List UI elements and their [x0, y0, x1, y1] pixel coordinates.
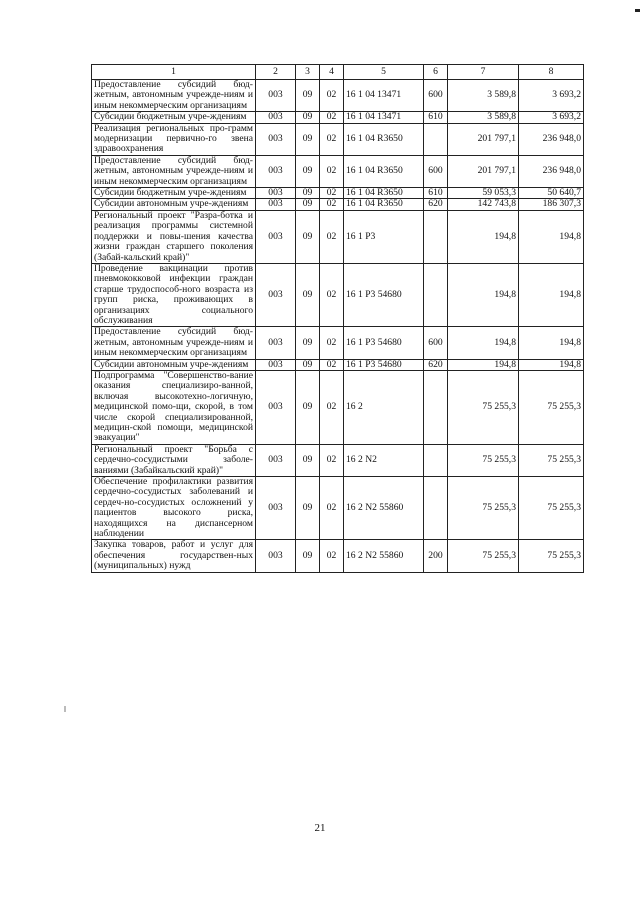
row-expense-type: 620 [424, 199, 448, 210]
row-amount-year-2: 75 255,3 [519, 370, 584, 444]
table-row [92, 188, 584, 199]
row-section-code: 09 [296, 540, 320, 572]
table-row [92, 210, 584, 263]
column-header-6: 6 [424, 65, 448, 80]
row-description: Подпрограмма "Совершенство-вание оказания специализиро-ванной, включая высокотехно-логичную, медицинской помо-щи, скорой, в том числе скорой специализированной, медицин-ской помощи, медицинской эвакуации" [92, 370, 256, 444]
row-target-article: 16 1 04 R3650 [344, 199, 424, 210]
row-section-code: 09 [296, 112, 320, 123]
row-amount-year-1: 75 255,3 [448, 370, 519, 444]
row-amount-year-1: 75 255,3 [448, 444, 519, 476]
scan-artifact [64, 706, 66, 712]
row-amount-year-1: 75 255,3 [448, 477, 519, 540]
row-amount-year-1: 201 797,1 [448, 123, 519, 155]
row-amount-year-2: 186 307,3 [519, 199, 584, 210]
row-description: Обеспечение профилактики развития сердечно-сосудистых заболеваний и сердеч-но-сосудистых осложнений у пациентов высокого риска, находящихся на диспансерном наблюдении [92, 477, 256, 540]
row-amount-year-2: 194,8 [519, 359, 584, 370]
row-subsection-code: 02 [320, 327, 344, 359]
table-row [92, 155, 584, 187]
row-expense-type [424, 210, 448, 263]
row-target-article: 16 2 [344, 370, 424, 444]
row-admin-code: 003 [256, 123, 296, 155]
row-subsection-code: 02 [320, 263, 344, 326]
column-header-2: 2 [256, 65, 296, 80]
row-amount-year-1: 194,8 [448, 327, 519, 359]
row-amount-year-2: 194,8 [519, 327, 584, 359]
table-row [92, 477, 584, 540]
row-section-code: 09 [296, 359, 320, 370]
row-amount-year-2: 75 255,3 [519, 540, 584, 572]
row-admin-code: 003 [256, 112, 296, 123]
row-amount-year-1: 194,8 [448, 210, 519, 263]
row-subsection-code: 02 [320, 370, 344, 444]
row-target-article: 16 2 N2 55860 [344, 477, 424, 540]
column-header-8: 8 [519, 65, 584, 80]
table-row [92, 263, 584, 326]
row-target-article: 16 1 04 R3650 [344, 188, 424, 199]
row-target-article: 16 1 P3 54680 [344, 327, 424, 359]
row-target-article: 16 2 N2 55860 [344, 540, 424, 572]
row-amount-year-1: 3 589,8 [448, 112, 519, 123]
row-description: Субсидии автономным учре-ждениям [92, 199, 256, 210]
row-description: Предоставление субсидий бюд-жетным, автономным учрежде-ниям и иным некоммерческим организациям [92, 327, 256, 359]
row-expense-type [424, 444, 448, 476]
row-subsection-code: 02 [320, 359, 344, 370]
row-section-code: 09 [296, 155, 320, 187]
row-description: Предоставление субсидий бюд-жетным, автономным учрежде-ниям и иным некоммерческим организациям [92, 80, 256, 112]
row-section-code: 09 [296, 188, 320, 199]
row-amount-year-2: 50 640,7 [519, 188, 584, 199]
row-amount-year-2: 236 948,0 [519, 155, 584, 187]
row-expense-type [424, 263, 448, 326]
row-subsection-code: 02 [320, 155, 344, 187]
row-description: Субсидии бюджетным учре-ждениям [92, 188, 256, 199]
row-subsection-code: 02 [320, 188, 344, 199]
row-expense-type: 600 [424, 155, 448, 187]
column-header-3: 3 [296, 65, 320, 80]
row-expense-type [424, 370, 448, 444]
row-amount-year-1: 142 743,8 [448, 199, 519, 210]
row-expense-type: 610 [424, 188, 448, 199]
row-expense-type: 600 [424, 327, 448, 359]
column-header-1: 1 [92, 65, 256, 80]
row-target-article: 16 1 P3 54680 [344, 263, 424, 326]
row-target-article: 16 1 04 13471 [344, 112, 424, 123]
row-subsection-code: 02 [320, 444, 344, 476]
row-description: Закупка товаров, работ и услуг для обеспечения государствен-ных (муниципальных) нужд [92, 540, 256, 572]
row-subsection-code: 02 [320, 123, 344, 155]
table-row [92, 112, 584, 123]
row-admin-code: 003 [256, 327, 296, 359]
column-header-7: 7 [448, 65, 519, 80]
row-target-article: 16 1 P3 54680 [344, 359, 424, 370]
row-expense-type: 200 [424, 540, 448, 572]
row-section-code: 09 [296, 123, 320, 155]
row-target-article: 16 1 04 R3650 [344, 155, 424, 187]
row-description: Предоставление субсидий бюд-жетным, автономным учрежде-ниям и иным некоммерческим организациям [92, 155, 256, 187]
budget-table [91, 64, 584, 573]
row-target-article: 16 2 N2 [344, 444, 424, 476]
row-amount-year-2: 194,8 [519, 210, 584, 263]
row-admin-code: 003 [256, 263, 296, 326]
table-row [92, 359, 584, 370]
row-amount-year-2: 3 693,2 [519, 112, 584, 123]
row-amount-year-2: 75 255,3 [519, 444, 584, 476]
row-subsection-code: 02 [320, 477, 344, 540]
row-amount-year-1: 3 589,8 [448, 80, 519, 112]
row-section-code: 09 [296, 444, 320, 476]
row-description: Региональный проект "Разра-ботка и реализация программы системной поддержки и повы-шения качества жизни граждан старшего поколения (Забай-кальский край)" [92, 210, 256, 263]
row-section-code: 09 [296, 263, 320, 326]
row-admin-code: 003 [256, 199, 296, 210]
table-row [92, 199, 584, 210]
row-admin-code: 003 [256, 155, 296, 187]
row-expense-type [424, 477, 448, 540]
row-admin-code: 003 [256, 359, 296, 370]
row-admin-code: 003 [256, 80, 296, 112]
row-section-code: 09 [296, 370, 320, 444]
row-subsection-code: 02 [320, 540, 344, 572]
row-description: Реализация региональных про-грамм модернизации первично-го звена здравоохранения [92, 123, 256, 155]
row-expense-type: 610 [424, 112, 448, 123]
row-expense-type [424, 123, 448, 155]
table-row [92, 80, 584, 112]
row-amount-year-1: 75 255,3 [448, 540, 519, 572]
table-row [92, 444, 584, 476]
row-admin-code: 003 [256, 370, 296, 444]
row-amount-year-2: 236 948,0 [519, 123, 584, 155]
row-expense-type: 620 [424, 359, 448, 370]
table-row [92, 327, 584, 359]
table-row [92, 123, 584, 155]
row-amount-year-2: 3 693,2 [519, 80, 584, 112]
row-description: Проведение вакцинации против пневмококковой инфекции граждан старше трудоспособ-ного возраста из групп риска, проживающих в организациях социального обслуживания [92, 263, 256, 326]
row-admin-code: 003 [256, 477, 296, 540]
scan-corner-mark [635, 9, 640, 12]
row-amount-year-1: 194,8 [448, 359, 519, 370]
row-section-code: 09 [296, 199, 320, 210]
row-subsection-code: 02 [320, 199, 344, 210]
row-section-code: 09 [296, 477, 320, 540]
row-expense-type: 600 [424, 80, 448, 112]
table-row [92, 540, 584, 572]
column-header-5: 5 [344, 65, 424, 80]
row-admin-code: 003 [256, 444, 296, 476]
row-section-code: 09 [296, 80, 320, 112]
row-amount-year-1: 59 053,3 [448, 188, 519, 199]
row-description: Субсидии автономным учре-ждениям [92, 359, 256, 370]
row-admin-code: 003 [256, 188, 296, 199]
table-row [92, 370, 584, 444]
table-header-row [92, 65, 584, 80]
row-amount-year-2: 194,8 [519, 263, 584, 326]
page-number: 21 [314, 822, 326, 834]
row-subsection-code: 02 [320, 210, 344, 263]
row-target-article: 16 1 04 R3650 [344, 123, 424, 155]
column-header-4: 4 [320, 65, 344, 80]
row-amount-year-1: 201 797,1 [448, 155, 519, 187]
row-description: Региональный проект "Борьба с сердечно-сосудистыми заболе-ваниями (Забайкальский край)" [92, 444, 256, 476]
row-description: Субсидии бюджетным учре-ждениям [92, 112, 256, 123]
row-admin-code: 003 [256, 210, 296, 263]
table-body [92, 80, 584, 573]
row-amount-year-1: 194,8 [448, 263, 519, 326]
row-admin-code: 003 [256, 540, 296, 572]
row-amount-year-2: 75 255,3 [519, 477, 584, 540]
row-target-article: 16 1 P3 [344, 210, 424, 263]
row-section-code: 09 [296, 210, 320, 263]
row-target-article: 16 1 04 13471 [344, 80, 424, 112]
row-section-code: 09 [296, 327, 320, 359]
row-subsection-code: 02 [320, 80, 344, 112]
row-subsection-code: 02 [320, 112, 344, 123]
